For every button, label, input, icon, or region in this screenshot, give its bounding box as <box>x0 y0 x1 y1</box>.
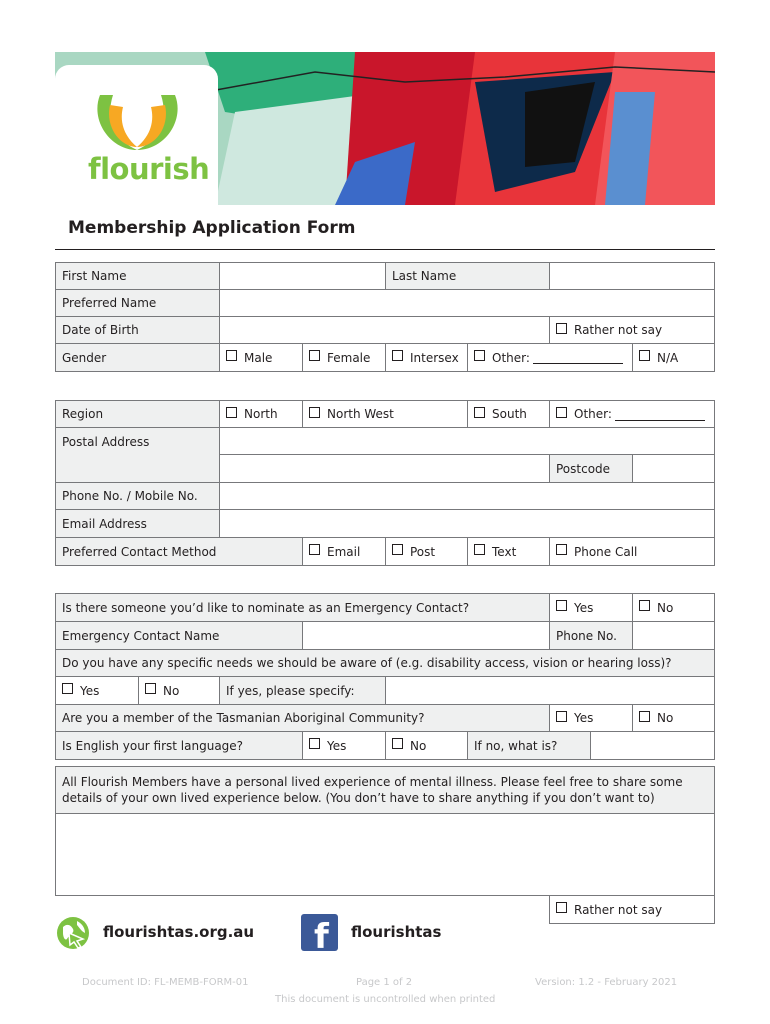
checkbox-icon[interactable] <box>226 407 237 418</box>
emergency-phone-field[interactable] <box>632 621 715 650</box>
emergency-no-label: No <box>657 600 674 615</box>
aboriginal-no-label: No <box>657 711 674 725</box>
gender-female[interactable] <box>302 343 386 372</box>
globe-icon <box>55 915 91 951</box>
postcode-field[interactable] <box>632 454 715 483</box>
needs-yes[interactable] <box>55 676 139 705</box>
checkbox-icon[interactable] <box>474 407 485 418</box>
logo-card <box>55 65 218 225</box>
checkbox-icon[interactable] <box>474 350 485 361</box>
first-name-label: First Name <box>55 262 220 290</box>
needs-specify-field[interactable] <box>385 676 715 705</box>
gender-label: Gender <box>55 343 220 372</box>
checkbox-icon[interactable] <box>556 544 567 555</box>
english-other-label: If no, what is? <box>467 731 591 760</box>
contact-post-label: Post <box>410 544 436 559</box>
emergency-yes-label: Yes <box>574 600 594 615</box>
checkbox-icon[interactable] <box>556 902 567 913</box>
checkbox-icon[interactable] <box>556 711 567 722</box>
website-link[interactable]: flourishtas.org.au <box>103 923 255 941</box>
needs-question: Do you have any specific needs we should be aware of (e.g. disability access, vision or hearing loss)? <box>55 649 715 677</box>
aboriginal-question: Are you a member of the Tasmanian Aboriginal Community? <box>55 704 550 732</box>
email-label: Email Address <box>55 509 220 538</box>
emergency-question: Is there someone you’d like to nominate as an Emergency Contact? <box>55 593 550 622</box>
region-south-label: South <box>492 407 527 421</box>
emergency-name-field[interactable] <box>302 621 550 650</box>
contact-post-option[interactable] <box>385 537 468 566</box>
gender-male[interactable] <box>219 343 303 372</box>
checkbox-icon[interactable] <box>392 738 403 749</box>
checkbox-icon[interactable] <box>62 683 73 694</box>
last-name-label: Last Name <box>385 262 550 290</box>
gender-other-line[interactable] <box>533 351 623 364</box>
email-field[interactable] <box>219 509 715 538</box>
emergency-name-label: Emergency Contact Name <box>55 621 303 650</box>
english-other-field[interactable] <box>590 731 715 760</box>
needs-yes-label: Yes <box>80 683 100 698</box>
needs-no-label: No <box>163 683 180 698</box>
emergency-yes[interactable] <box>549 593 633 622</box>
contact-email-label: Email <box>327 544 361 559</box>
gender-other[interactable] <box>467 343 633 372</box>
region-other-label: Other: <box>574 407 612 421</box>
region-north-west[interactable] <box>302 400 468 428</box>
gender-male-label: Male <box>244 350 273 365</box>
form-title: Membership Application Form <box>68 218 356 238</box>
contact-phone-label: Phone Call <box>574 544 638 559</box>
dob-label: Date of Birth <box>55 316 220 344</box>
checkbox-icon[interactable] <box>309 738 320 749</box>
english-yes[interactable] <box>302 731 386 760</box>
needs-specify-label: If yes, please specify: <box>219 676 386 705</box>
region-other[interactable] <box>549 400 715 428</box>
english-no-label: No <box>410 738 427 753</box>
checkbox-icon[interactable] <box>556 323 567 334</box>
checkbox-icon[interactable] <box>309 407 320 418</box>
facebook-link[interactable]: flourishtas <box>351 923 442 941</box>
document-id: Document ID: FL-MEMB-FORM-01 <box>82 977 249 988</box>
title-divider <box>55 249 715 250</box>
postal-address-line1[interactable] <box>219 427 715 455</box>
english-no[interactable] <box>385 731 468 760</box>
gender-na[interactable] <box>632 343 715 372</box>
gender-female-label: Female <box>327 350 371 365</box>
checkbox-icon[interactable] <box>556 600 567 611</box>
preferred-contact-label: Preferred Contact Method <box>55 537 303 566</box>
needs-no[interactable] <box>138 676 220 705</box>
gender-intersex[interactable] <box>385 343 468 372</box>
english-yes-label: Yes <box>327 738 347 753</box>
checkbox-icon[interactable] <box>309 544 320 555</box>
gender-intersex-label: Intersex <box>410 350 459 365</box>
region-north-west-label: North West <box>327 407 394 421</box>
phone-field[interactable] <box>219 482 715 510</box>
english-question: Is English your first language? <box>55 731 303 760</box>
contact-text-label: Text <box>492 544 517 559</box>
checkbox-icon[interactable] <box>556 407 567 418</box>
aboriginal-yes[interactable] <box>549 704 633 732</box>
emergency-phone-label: Phone No. <box>549 621 633 650</box>
lived-experience-rather-not-say[interactable] <box>549 895 715 924</box>
logo-text: flourish <box>88 152 210 186</box>
lived-experience-textarea[interactable] <box>55 813 715 896</box>
contact-text-option[interactable] <box>467 537 550 566</box>
postcode-label: Postcode <box>549 454 633 483</box>
region-other-line[interactable] <box>615 408 705 421</box>
preferred-name-label: Preferred Name <box>55 289 220 317</box>
version: Version: 1.2 - February 2021 <box>535 977 678 988</box>
gender-other-label: Other: <box>492 350 530 365</box>
postal-address-label: Postal Address <box>55 427 220 483</box>
aboriginal-yes-label: Yes <box>574 711 594 725</box>
region-label: Region <box>55 400 220 428</box>
checkbox-icon[interactable] <box>226 350 237 361</box>
region-north[interactable] <box>219 400 303 428</box>
checkbox-icon[interactable] <box>392 350 403 361</box>
checkbox-icon[interactable] <box>639 711 650 722</box>
checkbox-icon[interactable] <box>309 350 320 361</box>
last-name-field[interactable] <box>549 262 715 290</box>
dob-rather-not-say-label: Rather not say <box>574 323 663 337</box>
lived-experience-prompt: All Flourish Members have a personal lived experience of mental illness. Please feel free to share some details of your own lived experience below. (You don’t have to share anything if you don’t want to) <box>55 766 715 814</box>
contact-phone-option[interactable] <box>549 537 715 566</box>
checkbox-icon[interactable] <box>639 350 650 361</box>
facebook-icon: f <box>301 914 338 951</box>
lived-experience-rather-not-say-label: Rather not say <box>574 902 663 917</box>
uncontrolled-note: This document is uncontrolled when printed <box>275 994 496 1005</box>
checkbox-icon[interactable] <box>392 544 403 555</box>
aboriginal-no[interactable] <box>632 704 715 732</box>
flourish-logo-icon <box>55 65 218 225</box>
checkbox-icon[interactable] <box>639 600 650 611</box>
preferred-name-field[interactable] <box>219 289 715 317</box>
postal-address-line2[interactable] <box>219 454 550 483</box>
page-number: Page 1 of 2 <box>356 977 413 988</box>
region-north-label: North <box>244 407 278 421</box>
emergency-no[interactable] <box>632 593 715 622</box>
phone-label: Phone No. / Mobile No. <box>55 482 220 510</box>
dob-rather-not-say[interactable] <box>549 316 715 344</box>
checkbox-icon[interactable] <box>145 683 156 694</box>
gender-na-label: N/A <box>657 350 679 365</box>
checkbox-icon[interactable] <box>474 544 485 555</box>
first-name-field[interactable] <box>219 262 386 290</box>
contact-email-option[interactable] <box>302 537 386 566</box>
dob-field[interactable] <box>219 316 550 344</box>
region-south[interactable] <box>467 400 550 428</box>
